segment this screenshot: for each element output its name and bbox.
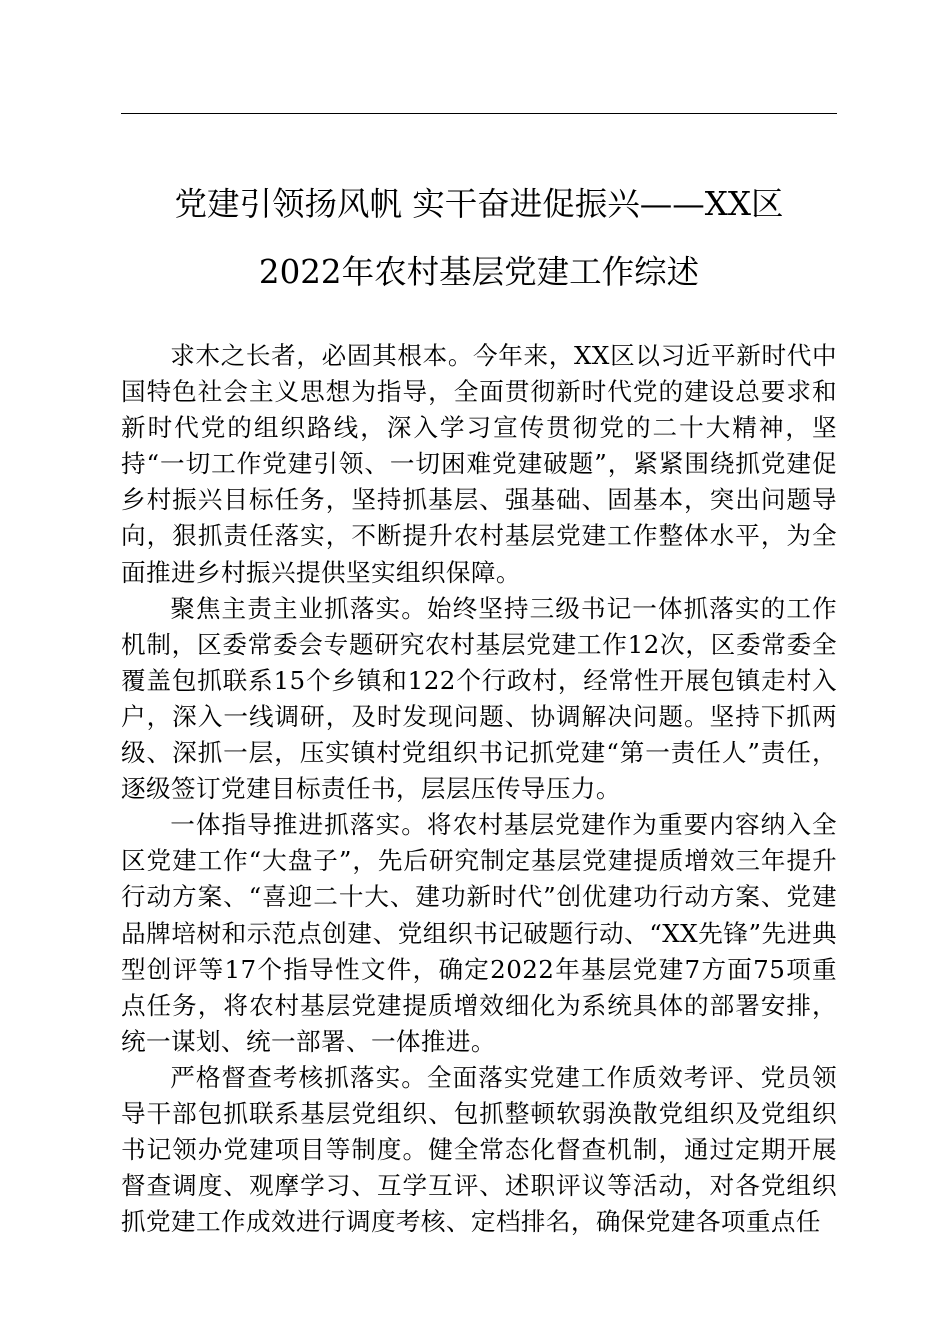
paragraph-responsibility: 聚焦主责主业抓落实。始终坚持三级书记一体抓落实的工作机制，区委常委会专题研究农村基层党建工作12次，区委常委全覆盖包抓联系15个乡镇和122个行政村，经常性开展包镇走村入户，深入一线调研，及时发现问题、协调解决问题。坚持下抓两级、深抓一层，压实镇村党组织书记抓党建“第一责任人”责任，逐级签订党建目标责任书，层层压传导压力。: [121, 593, 837, 804]
title-line-1: 党建引领扬风帆 实干奋进促振兴——XX区: [174, 185, 784, 223]
paragraph-intro: 求木之长者，必固其根本。今年来，XX区以习近平新时代中国特色社会主义思想为指导，全面贯彻新时代党的建设总要求和新时代党的组织路线，深入学习宣传贯彻党的二十大精神，坚持“一切工作党建引领、一切困难党建破题”，紧紧围绕抓党建促乡村振兴目标任务，坚持抓基层、强基础、固基本，突出问题导向，狠抓责任落实，不断提升农村基层党建工作整体水平，为全面推进乡村振兴提供坚实组织保障。: [121, 341, 837, 587]
document-title: [121, 170, 837, 306]
document-body: [121, 338, 837, 1240]
header-rule: [121, 113, 837, 114]
paragraph-supervision: 严格督查考核抓落实。全面落实党建工作质效考评、党员领导干部包抓联系基层党组织、包抓整顿软弱涣散党组织及党组织书记领办党建项目等制度。健全常态化督查机制，通过定期开展督查调度、观摩学习、互学互评、述职评议等活动，对各党组织抓党建工作成效进行调度考核、定档排名，确保党建各项重点任: [121, 1062, 837, 1237]
title-line-2: 2022年农村基层党建工作综述: [258, 253, 700, 291]
paragraph-guidance: 一体指导推进抓落实。将农村基层党建作为重要内容纳入全区党建工作“大盘子”，先后研究制定基层党建提质增效三年提升行动方案、“喜迎二十大、建功新时代”创优建功行动方案、党建品牌培树和示范点创建、党组织书记破题行动、“XX先锋”先进典型创评等17个指导性文件，确定2022年基层党建7方面75项重点任务，将农村基层党建提质增效细化为系统具体的部署安排，统一谋划、统一部署、一体推进。: [121, 810, 837, 1056]
